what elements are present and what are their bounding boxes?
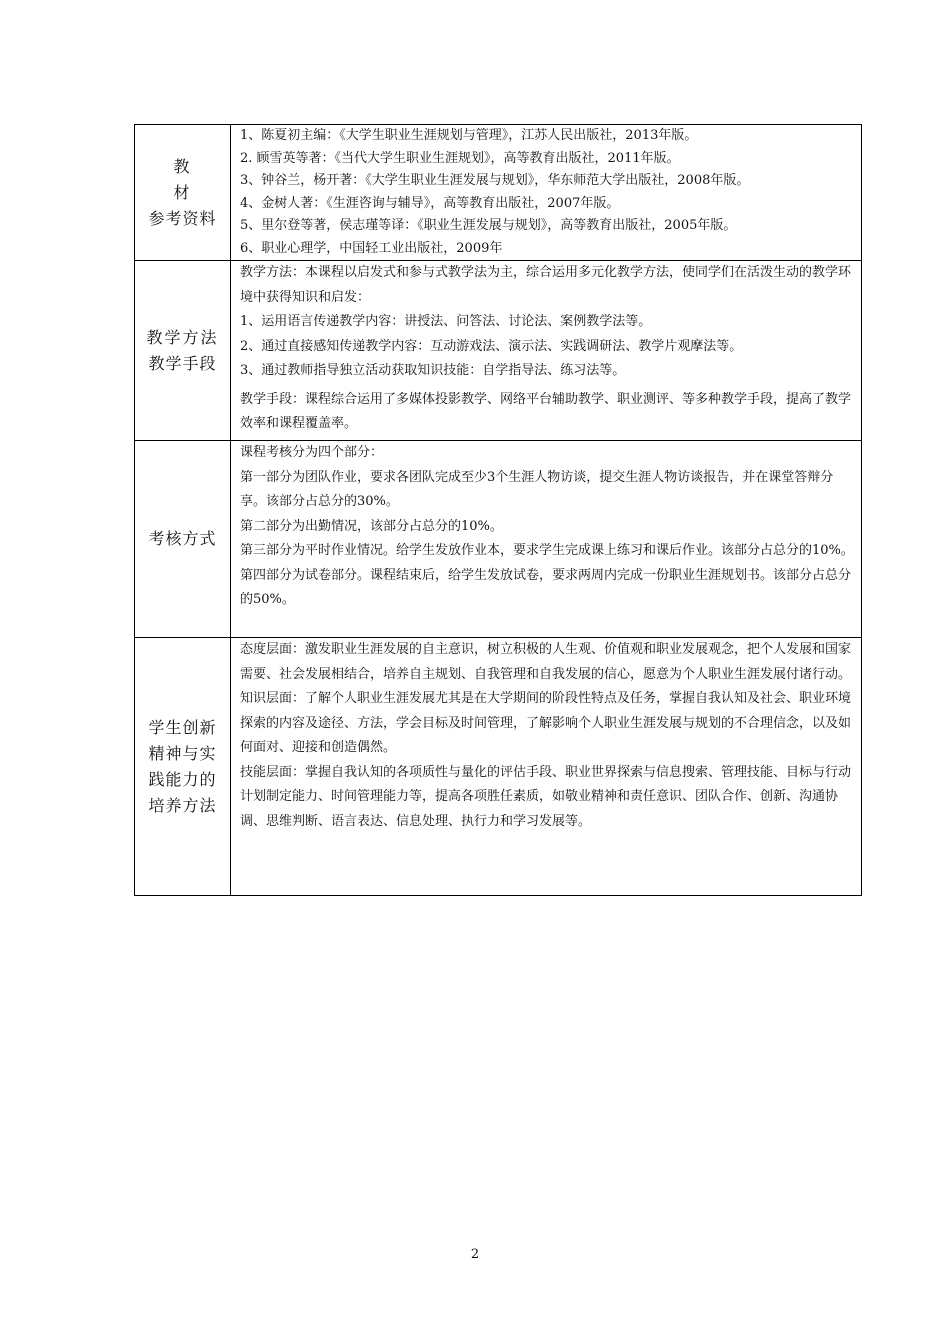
assessment-paragraph-2: 第一部分为团队作业，要求各团队完成至少3个生涯人物访谈，提交生涯人物访谈报告，并在课堂答辩分享。该部分占总分的30%。: [240, 469, 834, 509]
innovation-content-cell: [231, 638, 862, 896]
course-info-table: [134, 124, 862, 896]
methods-label-line-1: 教学方法: [146, 327, 219, 347]
page-number: 2: [470, 1247, 480, 1262]
innovation-attitude: 态度层面：激发职业生涯发展的自主意识，树立积极的人生观、价值观和职业发展观念，把个人发展和国家需要、社会发展相结合，培养自主规划、自我管理和自我发展的信心，愿意为个人职业生涯发展付诸行动。: [240, 642, 852, 682]
methods-content-cell: [231, 261, 862, 441]
methods-label-line-2: 教学手段: [148, 353, 217, 373]
methods-label-cell: [135, 261, 231, 441]
references-content-cell: [231, 125, 862, 261]
assessment-row: [135, 441, 862, 638]
innovation-label-line-1: 学生创新: [148, 717, 217, 737]
methods-item-1: 1、运用语言传递教学内容：讲授法、问答法、讨论法、案例教学法等。: [240, 314, 652, 329]
assessment-label-cell: [135, 441, 231, 638]
methods-intro: 教学方法：本课程以启发式和参与式教学法为主，综合运用多元化教学方法，使同学们在活泼生动的教学环境中获得知识和启发：: [240, 265, 852, 305]
assessment-label: 考核方式: [148, 529, 217, 548]
references-label-line-2: 参考资料: [148, 208, 217, 228]
assessment-paragraph-4: 第三部分为平时作业情况。给学生发放作业本，要求学生完成课上练习和课后作业。该部分占总分的10%。: [240, 543, 854, 558]
methods-item-3: 3、通过教师指导独立活动获取知识技能：自学指导法、练习法等。: [240, 363, 626, 378]
innovation-row: [135, 638, 862, 896]
assessment-paragraph-1: 课程考核分为四个部分：: [240, 445, 384, 460]
innovation-skills: 技能层面：掌握自我认知的各项质性与量化的评估手段、职业世界探索与信息搜索、管理技能、目标与行动计划制定能力、时间管理能力等，提高各项胜任素质，如敬业精神和责任意识、团队合作、创新、沟通协调、思维判断、语言表达、信息处理、执行力和学习发展等。: [240, 764, 852, 829]
methods-means: 教学手段：课程综合运用了多媒体投影教学、网络平台辅助教学、职业测评、等多种教学手段，提高了教学效率和课程覆盖率。: [240, 391, 852, 431]
reference-item-1: 1、陈夏初主编：《大学生职业生涯规划与管理》，江苏人民出版社，2013年版。: [240, 128, 698, 143]
references-label-cell: [135, 125, 231, 261]
reference-item-4: 4、金树人著：《生涯咨询与辅导》，高等教育出版社，2007年版。: [240, 195, 620, 211]
reference-item-2: 2. 顾雪英等著：《当代大学生职业生涯规划》，高等教育出版社，2011年版。: [240, 150, 680, 166]
references-label-line-1: 教 材: [173, 156, 214, 202]
references-row: [135, 125, 862, 261]
methods-row: [135, 261, 862, 441]
assessment-content-cell: [231, 441, 862, 638]
innovation-label-line-4: 培养方法: [148, 795, 217, 815]
innovation-label-cell: [135, 638, 231, 896]
reference-item-5: 5、里尔登等著，侯志瑾等译：《职业生涯发展与规划》，高等教育出版社，2005年版。: [240, 218, 737, 233]
methods-item-2: 2、通过直接感知传递教学内容：互动游戏法、演示法、实践调研法、教学片观摩法等。: [240, 338, 743, 354]
reference-item-3: 3、钟谷兰，杨开著：《大学生职业生涯发展与规划》，华东师范大学出版社，2008年版。: [240, 173, 750, 188]
innovation-label-line-3: 践能力的: [148, 769, 217, 789]
innovation-knowledge: 知识层面：了解个人职业生涯发展尤其是在大学期间的阶段性特点及任务，掌握自我认知及社会、职业环境探索的内容及途径、方法，学会目标及时间管理，了解影响个人职业生涯发展与规划的不合理信念，以及如何面对、迎接和创造偶然。: [240, 691, 852, 755]
innovation-label-line-2: 精神与实: [148, 743, 217, 763]
reference-item-6: 6、职业心理学，中国轻工业出版社，2009年: [240, 240, 503, 256]
assessment-paragraph-3: 第二部分为出勤情况，该部分占总分的10%。: [240, 518, 503, 534]
assessment-paragraph-5: 第四部分为试卷部分。课程结束后，给学生发放试卷，要求两周内完成一份职业生涯规划书。该部分占总分的50%。: [240, 567, 852, 607]
